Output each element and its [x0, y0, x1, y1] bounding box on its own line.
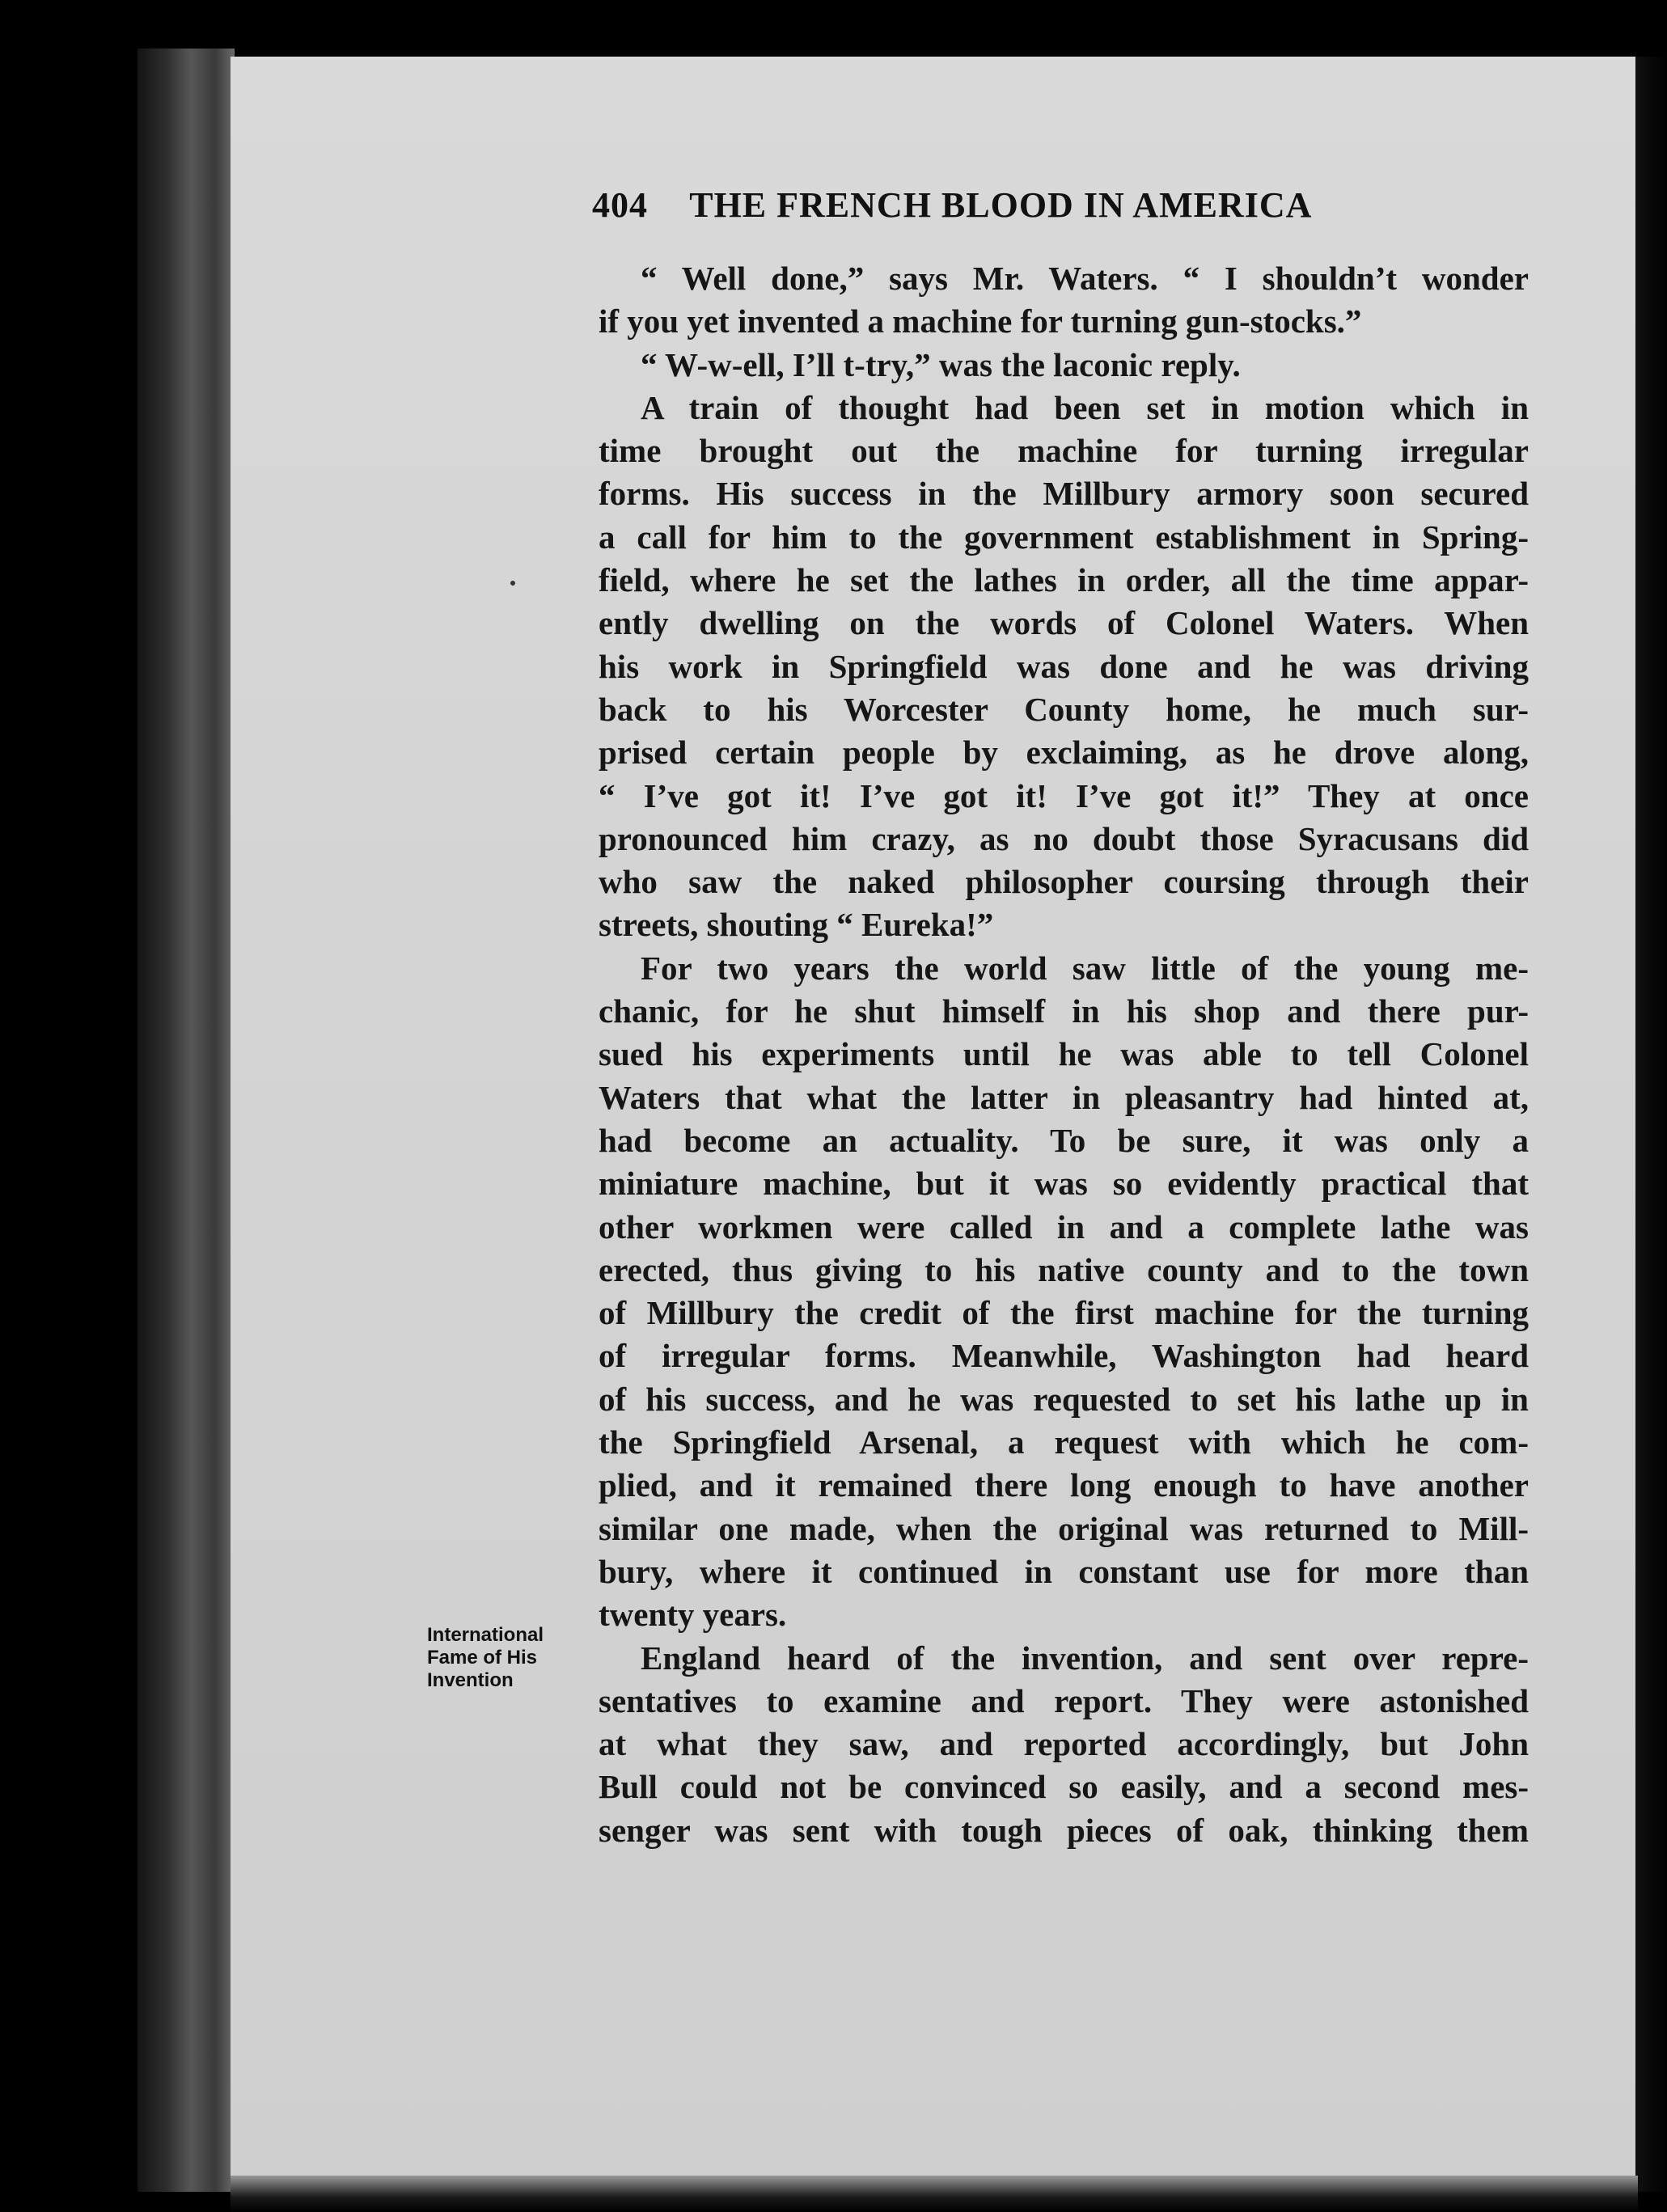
- text-line: back to his Worcester County home, he much sur-: [599, 690, 1529, 728]
- text-line: miniature machine, but it was so evidently practical that: [599, 1165, 1529, 1203]
- body-text: [599, 257, 1529, 1852]
- sidenote-line: Invention: [427, 1669, 514, 1691]
- text-line: of irregular forms. Meanwhile, Washington had heard: [599, 1337, 1529, 1375]
- text-line: ently dwelling on the words of Colonel Waters. When: [599, 604, 1529, 642]
- page-right-edge: [1635, 57, 1667, 2192]
- text-line: For two years the world saw little of the young me-: [641, 949, 1529, 987]
- text-line: streets, shouting “ Eureka!”: [599, 906, 994, 944]
- text-line: Bull could not be convinced so easily, and a second mes-: [599, 1768, 1529, 1806]
- text-line: Waters that what the latter in pleasantry had hinted at,: [599, 1078, 1529, 1116]
- text-line: plied, and it remained there long enough to have another: [599, 1466, 1529, 1504]
- text-line: time brought out the machine for turning irregular: [599, 432, 1529, 470]
- text-line: “ W-w-ell, I’ll t-try,” was the laconic reply.: [641, 345, 1241, 383]
- text-line: a call for him to the government establishment in Spring-: [599, 518, 1529, 556]
- text-line: prised certain people by exclaiming, as he drove along,: [599, 734, 1529, 772]
- page-number: 404: [592, 185, 648, 225]
- text-line: sentatives to examine and report. They were astonished: [599, 1681, 1529, 1719]
- text-line: similar one made, when the original was returned to Mill-: [599, 1509, 1529, 1547]
- text-line: sued his experiments until he was able to tell Colonel: [599, 1035, 1529, 1073]
- text-line: bury, where it continued in constant use for more than: [599, 1552, 1529, 1590]
- text-line: at what they saw, and reported accordingly, but John: [599, 1725, 1529, 1763]
- text-line: if you yet invented a machine for turning gun-stocks.”: [599, 302, 1362, 340]
- running-title: THE FRENCH BLOOD IN AMERICA: [689, 185, 1313, 225]
- sidenote-line: International: [427, 1624, 544, 1646]
- text-line: England heard of the invention, and sent over repre-: [641, 1639, 1529, 1677]
- book-edge: [138, 49, 235, 2192]
- running-header: [592, 184, 1401, 226]
- text-line: the Springfield Arsenal, a request with which he com-: [599, 1423, 1529, 1461]
- text-line: of his success, and he was requested to set his lathe up in: [599, 1380, 1529, 1418]
- margin-sidenote: [427, 1624, 597, 1692]
- text-line: A train of thought had been set in motion which in: [641, 388, 1529, 426]
- text-line: his work in Springfield was done and he was driving: [599, 647, 1529, 685]
- text-line: pronounced him crazy, as no doubt those Syracusans did: [599, 819, 1529, 857]
- text-line: twenty years.: [599, 1596, 787, 1634]
- text-line: had become an actuality. To be sure, it was only a: [599, 1121, 1529, 1159]
- text-line: other workmen were called in and a complete lathe was: [599, 1208, 1529, 1246]
- text-line: chanic, for he shut himself in his shop and there pur-: [599, 992, 1529, 1030]
- text-line: erected, thus giving to his native county and to the town: [599, 1250, 1529, 1288]
- page-bottom-edge: [231, 2176, 1638, 2212]
- text-line: of Millbury the credit of the first machine for the turning: [599, 1294, 1529, 1332]
- text-line: senger was sent with tough pieces of oak, thinking them: [599, 1811, 1529, 1849]
- text-line: “ I’ve got it! I’ve got it! I’ve got it!” They at once: [599, 776, 1529, 814]
- text-line: “ Well done,” says Mr. Waters. “ I shouldn’t wonder: [641, 260, 1529, 297]
- text-line: field, where he set the lathes in order, all the time appar-: [599, 561, 1529, 599]
- text-line: forms. His success in the Millbury armory soon secured: [599, 475, 1529, 513]
- margin-speck: [510, 581, 515, 586]
- sidenote-line: Fame of His: [427, 1647, 538, 1669]
- text-line: who saw the naked philosopher coursing through their: [599, 863, 1529, 901]
